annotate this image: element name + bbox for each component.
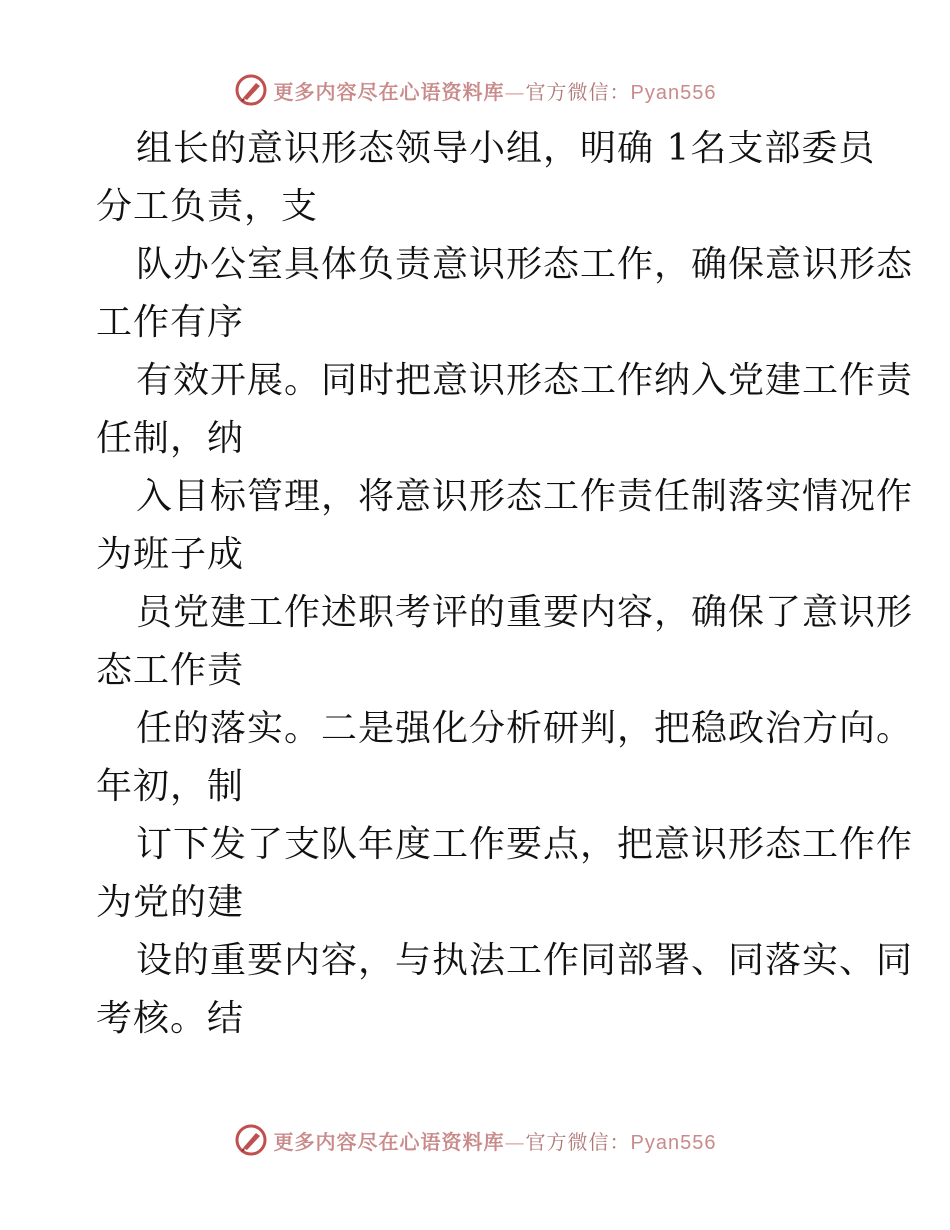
header-brand: 更多内容尽在心语资料库 xyxy=(273,79,505,104)
body-line: 队办公室具体负责意识形态工作，确保意识形态 xyxy=(136,244,914,285)
header-wechat-id: Pyan556 xyxy=(630,81,717,104)
body-line: 工作有序 xyxy=(96,302,245,343)
pen-circle-logo-icon xyxy=(234,1123,268,1157)
header-banner xyxy=(0,70,950,110)
header-banner-inner xyxy=(234,73,717,107)
footer-text xyxy=(274,1126,717,1155)
body-line: 任制，纳 xyxy=(96,418,245,459)
header-separator: — xyxy=(504,79,526,104)
body-line: 员党建工作述职考评的重要内容，确保了意识形 xyxy=(136,592,914,633)
body-line: 任的落实。二是强化分析研判，把稳政治方向。 xyxy=(136,708,914,749)
body-line: 设的重要内容，与执法工作同部署、同落实、同 xyxy=(136,940,914,981)
body-line: 为党的建 xyxy=(96,882,245,923)
body-line: 态工作责 xyxy=(96,650,245,691)
document-body xyxy=(96,120,914,1048)
header-wechat-label: 官方微信： xyxy=(525,79,631,104)
header-text xyxy=(274,76,717,105)
footer-wechat-label: 官方微信： xyxy=(525,1129,631,1154)
body-line: 年初，制 xyxy=(96,766,245,807)
body-line: 订下发了支队年度工作要点，把意识形态工作作 xyxy=(136,824,914,865)
footer-banner xyxy=(0,1120,950,1160)
footer-banner-inner xyxy=(234,1123,717,1157)
body-line: 考核。结 xyxy=(96,998,245,1039)
body-line: 有效开展。同时把意识形态工作纳入党建工作责 xyxy=(136,360,914,401)
body-line: 分工负责，支 xyxy=(96,186,319,227)
footer-brand: 更多内容尽在心语资料库 xyxy=(273,1129,505,1154)
footer-separator: — xyxy=(504,1129,526,1154)
body-line: 组长的意识形态领导小组，明确 1名支部委员 xyxy=(136,128,876,169)
body-line: 为班子成 xyxy=(96,534,245,575)
footer-wechat-id: Pyan556 xyxy=(630,1131,717,1154)
pen-circle-logo-icon xyxy=(234,73,268,107)
body-line: 入目标管理，将意识形态工作责任制落实情况作 xyxy=(136,476,914,517)
